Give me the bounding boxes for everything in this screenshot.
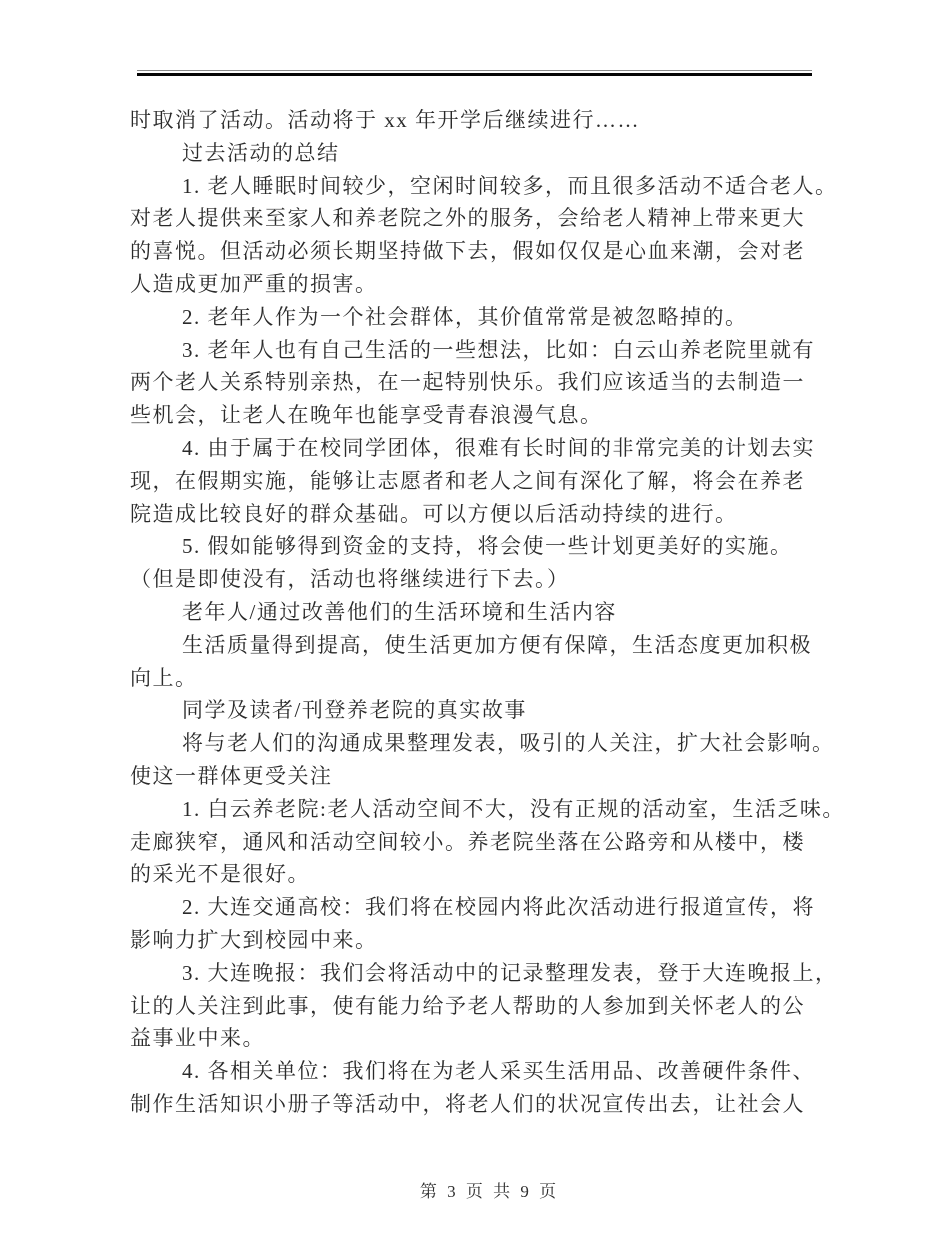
text-line: （但是即使没有，活动也将继续进行下去。） <box>130 567 570 592</box>
text-line: 的喜悦。但活动必须长期坚持做下去，假如仅仅是心血来潮，会对老 <box>130 239 805 264</box>
text-line: 院造成比较良好的群众基础。可以方便以后活动持续的进行。 <box>130 501 738 526</box>
text-line: 2. 老年人作为一个社会群体，其价值常常是被忽略掉的。 <box>182 304 748 329</box>
text-line: 1. 白云养老院:老人活动空间不大，没有正规的活动室，生活乏味。 <box>182 796 845 821</box>
page-footer <box>0 1150 950 1234</box>
text-line: 时取消了活动。活动将于 xx 年开学后继续进行…… <box>130 108 640 132</box>
text-line: 过去活动的总结 <box>182 140 340 165</box>
document-body-text <box>130 104 845 1121</box>
text-line: 两个老人关系特别亲热，在一起特别快乐。我们应该适当的去制造一 <box>130 370 805 395</box>
text-line: 4. 各相关单位：我们将在为老人采买生活用品、改善硬件条件、 <box>182 1059 815 1084</box>
text-line: 3. 大连晚报：我们会将活动中的记录整理发表，登于大连晚报上， <box>182 960 838 985</box>
text-line: 将与老人们的沟通成果整理发表，吸引的人关注，扩大社会影响。 <box>182 731 835 756</box>
text-line: 让的人关注到此事，使有能力给予老人帮助的人参加到关怀老人的公 <box>130 993 805 1018</box>
text-line: 3. 老年人也有自己生活的一些想法，比如：白云山养老院里就有 <box>182 337 815 362</box>
text-line: 2. 大连交通高校：我们将在校园内将此次活动进行报道宣传，将 <box>182 895 815 920</box>
header-rule-thick <box>137 73 812 76</box>
text-line: 些机会，让老人在晚年也能享受青春浪漫气息。 <box>130 403 603 428</box>
text-line: 1. 老人睡眠时间较少，空闲时间较多，而且很多活动不适合老人。 <box>182 173 838 198</box>
text-line: 同学及读者/刊登养老院的真实故事 <box>182 698 527 723</box>
text-line: 生活质量得到提高，使生活更加方便有保障，生活态度更加积极 <box>182 632 812 657</box>
text-line: 人造成更加严重的损害。 <box>130 271 378 296</box>
text-line: 使这一群体更受关注 <box>130 763 333 788</box>
text-line: 5. 假如能够得到资金的支持，将会使一些计划更美好的实施。 <box>182 534 793 559</box>
page-number-text: 第 3 页 共 9 页 <box>419 1182 560 1201</box>
text-line: 制作生活知识小册子等活动中，将老人们的状况宣传出去，让社会人 <box>130 1091 805 1116</box>
text-line: 走廊狭窄，通风和活动空间较小。养老院坐落在公路旁和从楼中，楼 <box>130 829 805 854</box>
text-line: 对老人提供来至家人和养老院之外的服务，会给老人精神上带来更大 <box>130 206 805 231</box>
text-line: 益事业中来。 <box>130 1026 265 1051</box>
header-separator-line <box>137 70 812 76</box>
text-line: 的采光不是很好。 <box>130 862 310 887</box>
text-line: 影响力扩大到校园中来。 <box>130 927 378 952</box>
text-line: 向上。 <box>130 665 198 690</box>
text-line: 4. 由于属于在校同学团体，很难有长时间的非常完美的计划去实 <box>182 435 815 460</box>
text-line: 老年人/通过改善他们的生活环境和生活内容 <box>182 599 617 624</box>
text-line: 现，在假期实施，能够让志愿者和老人之间有深化了解，将会在养老 <box>130 468 805 493</box>
